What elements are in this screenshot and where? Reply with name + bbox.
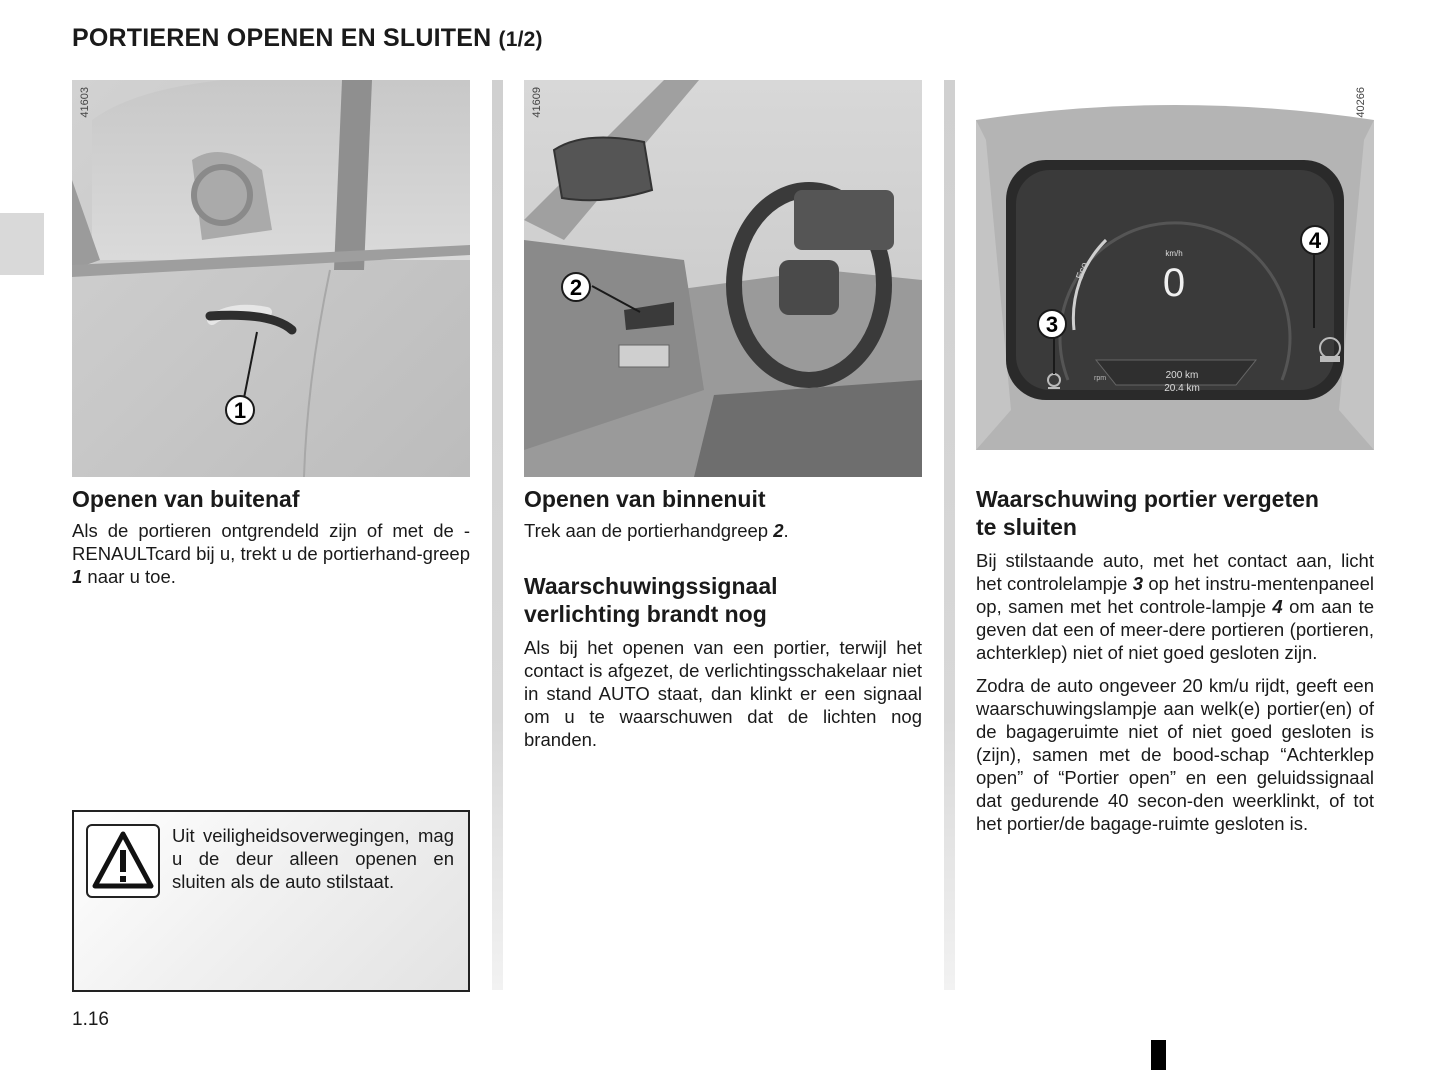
range-readout: 200 km [1165, 370, 1199, 381]
figure-instrument-cluster [976, 80, 1374, 477]
heading-open-outside: Openen van buitenaf [72, 486, 300, 512]
column-middle [524, 80, 922, 751]
ref-1: 1 [72, 566, 83, 587]
callout-4: 4 [1308, 228, 1322, 253]
column-left [72, 80, 470, 588]
figure-number: 40266 [1355, 87, 1367, 118]
heading-door-warning: Waarschuwing portier vergeten te sluiten [976, 486, 1319, 540]
trip-readout: 20.4 km [1164, 383, 1200, 394]
callout-3: 3 [1045, 312, 1059, 337]
paragraph-open-outside: Als de portieren ontgrendeld zijn of met de -RENAULTcard bij u, trekt u de portierhand-greep 1 naar u toe. [72, 520, 470, 587]
page-title [72, 24, 543, 53]
safety-warning-box [72, 810, 470, 992]
paragraph-lights-warning: Als bij het openen van een portier, terwijl het contact is afgezet, de verlichtingsschakelaar niet in stand AUTO staat, dan klinkt er een signaal om u te waarschuwen dat de lichten nog branden. [524, 637, 922, 750]
ref-2: 2 [773, 520, 784, 541]
figure-number: 41609 [531, 87, 543, 118]
instrument-cluster-illustration [976, 80, 1374, 477]
page-title-part: (1/2) [498, 28, 543, 51]
heading-lights-warning: Waarschuwingssignaal verlichting brandt nog [524, 573, 778, 627]
speed-unit: km/h [1165, 249, 1183, 258]
column-right [976, 80, 1374, 835]
door-interior-illustration [524, 80, 922, 477]
figure-number: 41603 [79, 87, 91, 118]
page-number: 1.16 [72, 1009, 109, 1030]
paragraph-door-warning-1: Bij stilstaande auto, met het contact aan, licht het controlelampje 3 op het instru-mentenpaneel op, samen met het controle-lampje 4 om aan te geven dat een of meer-dere portieren (portieren, achterklep) niet of niet goed gesloten zijn. [976, 550, 1374, 663]
callout-1: 1 [233, 398, 247, 423]
figure-door-exterior [72, 80, 470, 477]
paragraph-open-inside: Trek aan de portierhandgreep 2. [524, 520, 789, 541]
ref-4: 4 [1272, 596, 1283, 617]
column-divider-right [944, 80, 955, 990]
rpm-label: rpm [1094, 375, 1107, 382]
column-divider-left [492, 80, 503, 990]
page-edge-marker [1151, 1040, 1166, 1070]
heading-open-inside: Openen van binnenuit [524, 486, 766, 512]
warning-triangle-icon [86, 824, 160, 898]
figure-door-interior [524, 80, 922, 477]
ref-3: 3 [1132, 573, 1144, 594]
callout-2: 2 [569, 275, 583, 300]
door-exterior-illustration [72, 80, 470, 477]
paragraph-door-warning-2: Zodra de auto ongeveer 20 km/u rijdt, geeft een waarschuwingslampje aan welk(e) portier(en) of de bagageruimte niet of niet goed gesloten is (zijn), samen met de bood-schap “Achterklep open” of “Portier open” en een geluidssignaal dat gedurende 40 secon-den weerklinkt, of tot het portier/de bagage-ruimte gesloten is. [976, 675, 1374, 834]
eco-label: Eco [1074, 261, 1091, 282]
speed-value: 0 [1162, 261, 1186, 305]
chapter-tab [0, 213, 44, 275]
safety-warning-text: Uit veiligheidsoverwegingen, mag u de deur alleen openen en sluiten als de auto stilstaat. [172, 825, 454, 892]
page-title-text: PORTIEREN OPENEN EN SLUITEN [72, 24, 492, 52]
